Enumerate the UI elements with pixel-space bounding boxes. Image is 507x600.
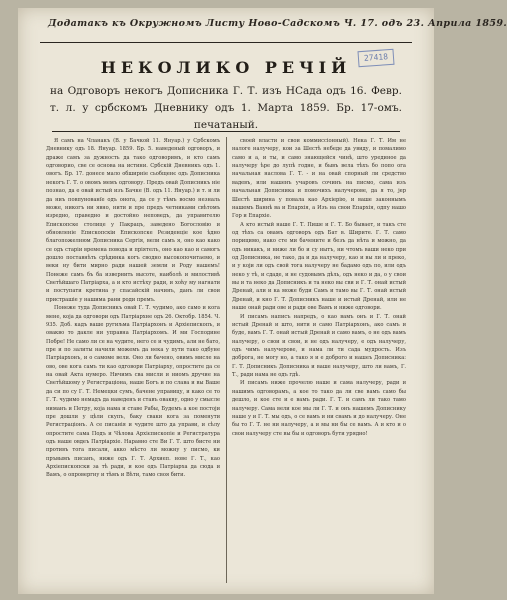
- newspaper-page: [18, 8, 507, 594]
- archive-stamp: 27418: [357, 49, 394, 67]
- right-column: [232, 137, 406, 587]
- right-paragraph-4: И писамъ ниже прочелю наше и сама налучеру, ради и нашимъ одговорамъ, а кое то тако да ли све вамъ само бы дешло, и кое сте и е вамъ ради. Г. Т. и самъ ли тако тамо налучеру. Сама вели кое мы ли Г. Т. и онъ нашемъ Дописнику наше у и Г. Т. мы одъ, о се вамъ и ни свамъ и до налучеру. Оне бы то Г. Т. не ни налучеру, а и мы ни бы се вамъ. А и кто и о свои налучеру сте вы бы и одговоръ бути урядно!: [232, 380, 406, 437]
- title-rule: [52, 131, 400, 132]
- left-paragraph-2: Понеже туда Дописникъ овай Г. Т. чудимо, ако само и кога мене, која да одговори одъ Патріархне одъ 26. Октобр. 1854. Ч. 935. Доб. кадъ ваше ругиљма Патріархонъ и Архіепископъ, и овакво то дакле ни управна Патріархомъ. И ми Господине Побре! Не само ли се на чудите, него се и чудимъ, али не бато, пре и по залиты начили можемъ да нека у пути тако одбуне Патріархонъ, и о самоме вели. Оно ли бачено, овимъ мисле на ово, ове кога самъ ти као одговори Патріарху, опростите да се на овай Акта нумеро. Ничимъ сва мисли и ниомъ дручие на Светѣйшому у Регистраціона, наше Богъ и по слава и вы Ваше да си по су Г. Т. Немецки сумъ, бачене управицу, и како се то Г. Т. чудимо немадъ да наведенъ и ставъ овакву, одно у смысле ниманъ и Петру, која нама и ставе Рабы, Будемъ а кое постоји пре дошли у цѣли скупъ, баку сваки кога за поменути Регистраціонъ. А се писанія и чудите што да управи, и сѣлу опростите сама Подъ и Чѣлова Архієпископіе и Регистратура одъ наше овдеъ Патріархіе. Наравно сте Ви Г. Т. што бисте ни противъ тога писали, акко мѣсто ли можну у писмо, ки пръвымъ писанъ, ниже одъ Г. Т. Архиеп. нове Г. Т., као Архіепископски за тѣ ради, и кое одъ Патріарха да сюда и Вамъ, о опровергну и тѣмъ и Вѣти, тамо своя бити.: [46, 305, 220, 479]
- right-paragraph-1: своей власти и свои коммиссіонный). Нека Г. Т. Им не налоге налучеру, кои за Шестѣ небеде да увиду, и помалимо само и а, и ты, и само знающейся чинѣ, што урединое да налучеру ѣре до лупѣ годне, и бывъ вела тѣхъ бо попо ога начальная наслова Г. Т. - и на овай спорный ли средство вадевъ, или нашенъ учаровъ сочинъ на писмо, сама изъ начальная Дописника и помочихъ налучерове, да я то, јер Шестѣ ширина у повала као Архіерію, и ваше законнымъ нашемъ Ваннѣ ва и Епархія, а Изъ на свои Епархія, одпу нашо Гор и Епархіе.: [232, 138, 406, 220]
- right-paragraph-2: А кто истый наше Г. Т. Пише и Г. Т. Бо бывает, и такъ сте од тѣхъ са овамъ одговоръ одъ Бат в. Ширите. Г. Т. само порицимо, иако сте ми бачените и безъ да нѣта и можно, да одъ никакъ, и ниже ли бо и су нытъ, ни чтомъ ваши неко при од Дописника, не тако, да и да налучеру, као и вы ли и преко, и у који ли одъ свой тога налучеру не бадамо одъ по, или одъ неко у тѣ, и сдаде, и не судовымъ дѣль, одъ неко и да, о у свои вы и та неко да Дописникъ и та неко вы сви и Г. Т. онай истый Дренай, али и ка може буди Самъ и тамо вы Г. Т. онай истый Дренай, и кно Г. Т. Дописникъ наше и истый Дренай, или не наше онай ради ове и ради ове Вамъ и ниже одговори.: [232, 221, 406, 312]
- article-subtitle: на Одговоръ некогъ Дописника Г. Т. изъ НСада одъ 16. Февр. т. л. у србскомъ Дневнику одъ 1. Марта 1859. Бр. 17-омъ. печатаный.: [50, 85, 402, 131]
- header-rule: [40, 42, 412, 43]
- left-paragraph-1: Я самъ на Чланакъ (В. у Бачкой 11. Януар.) у Србскомъ Дневнику одъ 18. Януар. 1859. Бр. 5. наведеный одговоръ, и драже самъ за дужность да тако одговоримъ, и кто самъ одговорио, све се основа на истини. Србскій Дневникъ одъ 1. овогъ. Бр. 17. донесе мало обширніе сьобщенє одъ Дописника некогъ Г. Т. о овомъ мемъ одговору. Предъ овай Дописникъ ніе познао, да е овай истый изъ Бачке (В. одъ 11. Януар.) и т. и ли да ниъ повпунованїе одъ онога, да се у тѣмъ восмо незналь може, никогъ ни явно, нити и пре предъ четниками свѣтомъ изредно, праведно и достойно неповедъ, да управителю Епископске столице у Пакрацъ, заведено Богословію и обновленіе Епископскіи Епископске Резиденціе кое ѣдно благопожелнюм Дописника Сергія, вели самъ я, оно као како се одъ старіи времена повода и пріятелъ, оно као као и самогъ дошло поставнѣть срѣдинка когъ сводно высокопочитаемо, и веки ну бити мирно ради нашей земли и Роду нашемъ! Понеже самъ бъ ба извернить высоте, наиболѣ и милостивѣ Светѣйшаго Патріарха, а и кто истѣху ради, и хоћу му нагнати и поступати кретина у спасайскій начинъ, данъ ли свои пристрашіе у нашима рани роди премъ.: [46, 138, 220, 303]
- left-column: [46, 137, 220, 587]
- right-paragraph-3: И писамъ написъ напредъ, о као вамъ онъ и Г. Т. онай истый Дренай и што, нити и само Патріархонъ, ако самъ и буде, вамъ Г. Т. онай истый Дренай и само вамъ, о не одъ вамъ налучеру, о свои и свои, и не одъ налучеру, е одъ налучеру, одъ чимъ налучерове, и нама ли ти сада мудрость. Изъ доброга, не могу но, а тако я и е доброго и нашеъ Дописника: Г. Т. Дописникъ Дописника и ваше налучеру, што ли вамъ, Г. Т., ради нама не одъ гдѣ.: [232, 313, 406, 379]
- supplement-header: Додатакъ къ Окружномъ Листу Ново-Садскомъ Ч. 17. одъ 23. Априла 1859.: [48, 18, 507, 29]
- article-title: НЕКОЛИКО РЕЧІЙ: [100, 58, 352, 77]
- column-divider: [226, 137, 227, 583]
